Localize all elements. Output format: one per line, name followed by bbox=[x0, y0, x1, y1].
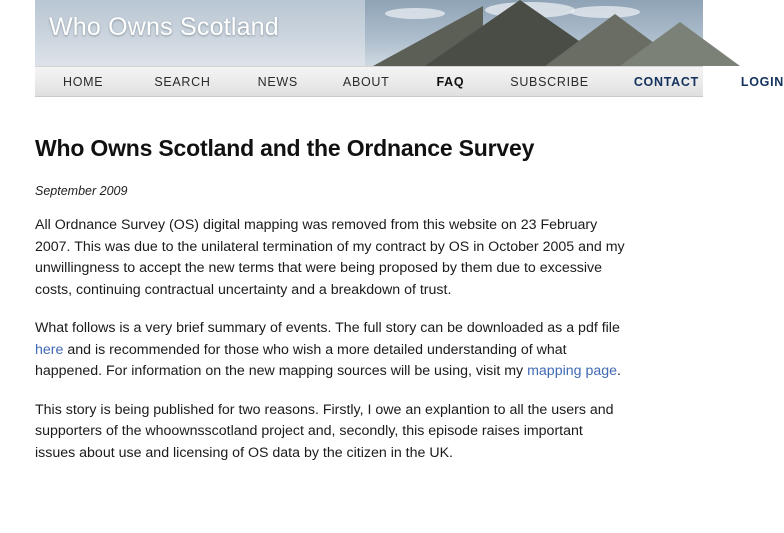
paragraph-2-text-2: and is recommended for those who wish a more detailed understanding of what happened. For information on the new mapping sources will be using, visit my bbox=[35, 341, 567, 379]
page-title: Who Owns Scotland and the Ordnance Survey bbox=[35, 135, 535, 161]
nav-item-login[interactable]: LOGIN bbox=[740, 74, 784, 89]
article-paragraph-3: This story is being published for two reasons. Firstly, I owe an explantion to all the users and supporters of the whoownsscotland project and, secondly, this episode raises important issues about use and licensing of OS data by the citizen in the UK. bbox=[35, 401, 614, 461]
article-date: September 2009 bbox=[35, 184, 128, 198]
nav-item-subscribe[interactable]: SUBSCRIBE bbox=[510, 74, 589, 89]
paragraph-2-text-1: What follows is a very brief summary of events. The full story can be downloaded as a pdf file bbox=[35, 320, 620, 336]
article-paragraph-2 bbox=[35, 318, 625, 383]
article-content bbox=[0, 135, 703, 464]
nav-item-faq[interactable]: FAQ bbox=[436, 74, 465, 89]
banner-mountain-photo bbox=[365, 0, 703, 66]
nav-item-about[interactable]: ABOUT bbox=[342, 74, 390, 89]
site-title: Who Owns Scotland bbox=[49, 13, 279, 41]
nav-item-search[interactable]: SEARCH bbox=[154, 74, 211, 89]
mapping-page-link[interactable]: mapping page bbox=[527, 363, 618, 379]
nav-item-contact[interactable]: CONTACT bbox=[633, 74, 699, 89]
main-navigation bbox=[35, 66, 784, 97]
here-link[interactable]: here bbox=[35, 341, 64, 358]
nav-item-home[interactable]: HOME bbox=[63, 74, 104, 89]
paragraph-2-text-3: . bbox=[617, 363, 621, 379]
nav-item-news[interactable]: NEWS bbox=[257, 74, 298, 89]
mountain-shape bbox=[620, 22, 740, 66]
article-paragraph-1: All Ordnance Survey (OS) digital mapping was removed from this website on 23 February 2007. This was due to the unilateral termination of my contract by OS in October 2005 and my unwillingness to accept the new terms that were being proposed by them due to excessive costs, continuing contractual uncertainty and a breakdown of trust. bbox=[35, 217, 625, 298]
site-banner bbox=[35, 0, 703, 66]
